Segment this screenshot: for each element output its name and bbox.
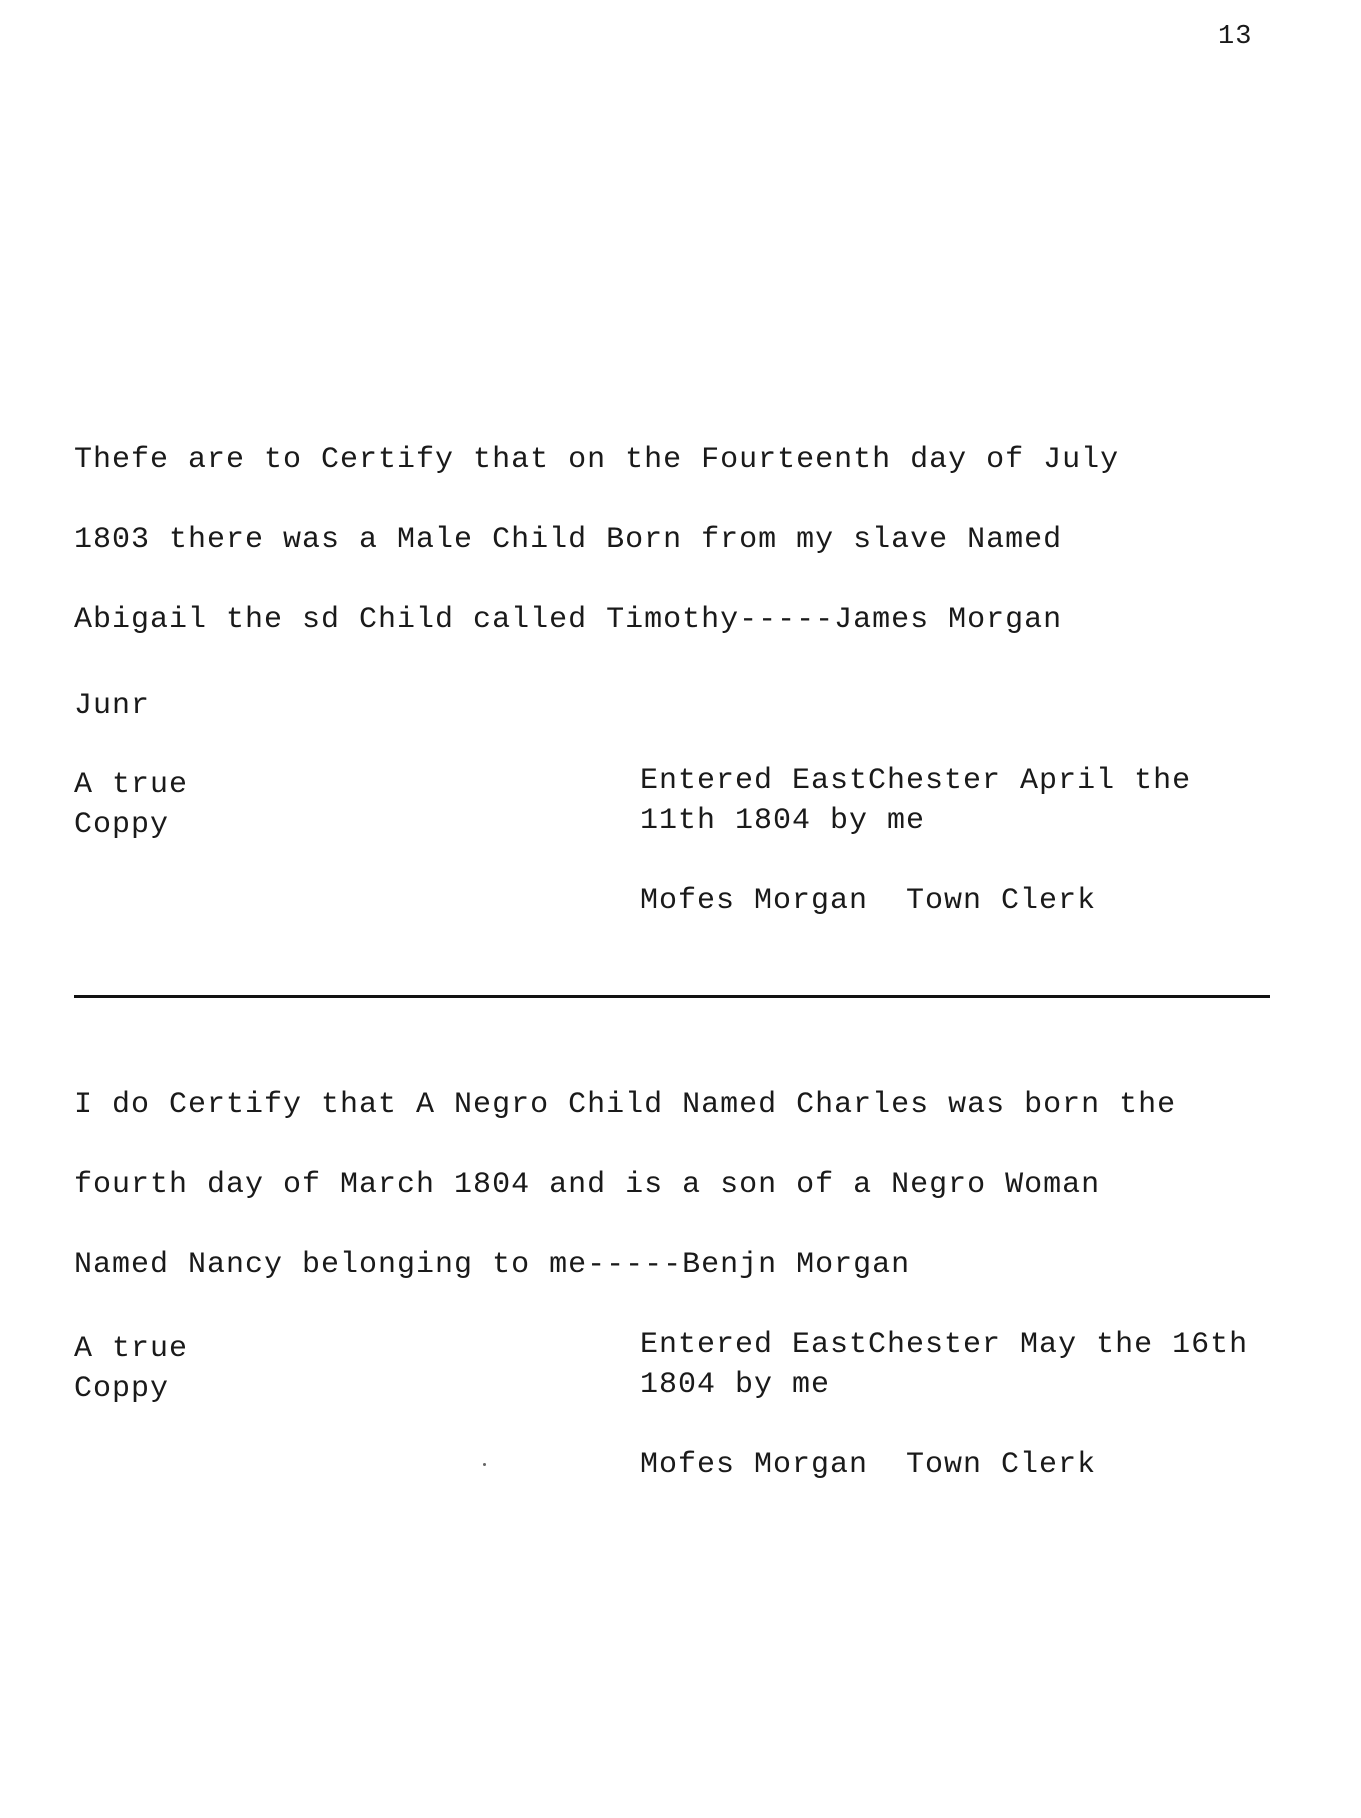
entry-2-line-2: fourth day of March 1804 and is a son of a Negro Woman [74, 1168, 1101, 1202]
entry-2-line-3: Named Nancy belonging to me-----Benjn Morgan [74, 1248, 911, 1282]
page-number: 13 [1218, 22, 1253, 52]
entry-2-line-1: I do Certify that A Negro Child Named Charles was born the [74, 1088, 1177, 1122]
entry-2-true-copy-line-2: Coppy [74, 1372, 170, 1406]
entry-1-line-2: 1803 there was a Male Child Born from my slave Named [74, 523, 1063, 557]
entry-1-true-copy-line-2: Coppy [74, 808, 170, 842]
entry-1-entered-line-2: 11th 1804 by me [640, 804, 926, 838]
entry-1-line-3: Abigail the sd Child called Timothy-----James Morgan [74, 603, 1063, 637]
section-divider [74, 995, 1270, 998]
entry-1-true-copy-line-1: A true [74, 768, 189, 802]
entry-1-line-4: Junr [74, 689, 151, 723]
stray-mark [483, 1463, 486, 1466]
entry-1-entered-line-1: Entered EastChester April the [640, 764, 1192, 798]
entry-1-line-1: Thefe are to Certify that on the Fourteenth day of July [74, 443, 1120, 477]
entry-2-true-copy-line-1: A true [74, 1332, 189, 1366]
entry-2-clerk-signature: Mofes Morgan Town Clerk [640, 1448, 1097, 1482]
entry-2-entered-line-2: 1804 by me [640, 1368, 831, 1402]
entry-1-clerk-signature: Mofes Morgan Town Clerk [640, 884, 1097, 918]
entry-2-entered-line-1: Entered EastChester May the 16th [640, 1328, 1249, 1362]
